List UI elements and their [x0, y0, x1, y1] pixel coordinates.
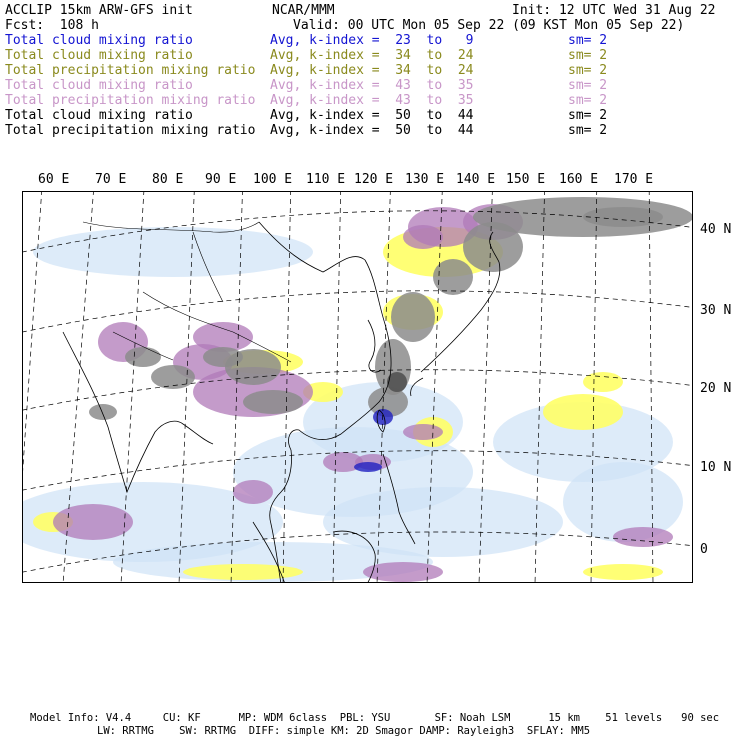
- map-panel: [22, 191, 693, 583]
- latitude-label: 30 N: [700, 303, 732, 318]
- legend-field-name: Total precipitation mixing ratio: [5, 123, 256, 138]
- legend-smoothing: sm= 2: [568, 78, 608, 93]
- field-patch: [391, 292, 435, 342]
- field-patch: [403, 225, 443, 249]
- forecast-map: [23, 192, 693, 583]
- field-patch: [243, 390, 303, 414]
- legend-field-name: Total cloud mixing ratio: [5, 108, 193, 123]
- forecast-hour: Fcst: 108 h: [5, 18, 99, 33]
- legend-k-index: Avg, k-index = 50 to 44: [270, 108, 474, 123]
- field-patch: [89, 404, 117, 420]
- legend-field-name: Total cloud mixing ratio: [5, 78, 193, 93]
- model-info-line1: Model Info: V4.4 CU: KF MP: WDM 6class PBL: YSU SF: Noah LSM 15 km 51 levels 90 sec: [30, 712, 720, 724]
- field-patch: [583, 207, 663, 227]
- legend-field-name: Total precipitation mixing ratio: [5, 63, 256, 78]
- field-patch: [53, 504, 133, 540]
- model-info-line2: LW: RRTMG SW: RRTMG DIFF: simple KM: 2D Smagor DAMP: Rayleigh3 SFLAY: MM5: [97, 725, 591, 737]
- longitude-label: 90 E: [205, 172, 237, 187]
- legend-smoothing: sm= 2: [568, 33, 608, 48]
- latitude-label: 40 N: [700, 222, 732, 237]
- field-patch: [125, 347, 161, 367]
- longitude-label: 110 E: [306, 172, 346, 187]
- longitude-label: 80 E: [152, 172, 184, 187]
- org-label: NCAR/MMM: [272, 3, 335, 18]
- valid-time: Valid: 00 UTC Mon 05 Sep 22 (09 KST Mon 05 Sep 22): [293, 18, 685, 33]
- field-patch: [203, 347, 243, 367]
- field-patch: [183, 564, 303, 580]
- legend-k-index: Avg, k-index = 34 to 24: [270, 48, 474, 63]
- legend-k-index: Avg, k-index = 43 to 35: [270, 78, 474, 93]
- latitude-label: 20 N: [700, 381, 732, 396]
- longitude-label: 120 E: [354, 172, 394, 187]
- field-patch: [433, 259, 473, 295]
- init-time: Init: 12 UTC Wed 31 Aug 22: [512, 3, 716, 18]
- latitude-label: 0: [700, 542, 708, 557]
- field-patch: [233, 480, 273, 504]
- model-title: ACCLIP 15km ARW-GFS init: [5, 3, 193, 18]
- longitude-label: 60 E: [38, 172, 70, 187]
- field-patch: [583, 564, 663, 580]
- legend-field-name: Total precipitation mixing ratio: [5, 93, 256, 108]
- longitude-label: 140 E: [456, 172, 496, 187]
- field-patch: [583, 372, 623, 392]
- legend-k-index: Avg, k-index = 43 to 35: [270, 93, 474, 108]
- longitude-label: 160 E: [559, 172, 599, 187]
- legend-k-index: Avg, k-index = 23 to 9: [270, 33, 474, 48]
- field-patch: [543, 394, 623, 430]
- field-patch: [354, 462, 382, 472]
- legend-field-name: Total cloud mixing ratio: [5, 33, 193, 48]
- longitude-label: 100 E: [253, 172, 293, 187]
- longitude-label: 150 E: [506, 172, 546, 187]
- field-patch: [403, 424, 443, 440]
- longitude-label: 70 E: [95, 172, 127, 187]
- hydrometeor-fields: [23, 197, 693, 582]
- legend-smoothing: sm= 2: [568, 48, 608, 63]
- legend-smoothing: sm= 2: [568, 108, 608, 123]
- latitude-label: 10 N: [700, 460, 732, 475]
- field-patch: [363, 562, 443, 582]
- legend-k-index: Avg, k-index = 34 to 24: [270, 63, 474, 78]
- field-patch: [463, 222, 523, 272]
- legend-smoothing: sm= 2: [568, 63, 608, 78]
- longitude-label: 170 E: [614, 172, 654, 187]
- field-patch: [613, 527, 673, 547]
- legend-smoothing: sm= 2: [568, 93, 608, 108]
- longitude-label: 130 E: [405, 172, 445, 187]
- legend-k-index: Avg, k-index = 50 to 44: [270, 123, 474, 138]
- legend-field-name: Total cloud mixing ratio: [5, 48, 193, 63]
- legend-smoothing: sm= 2: [568, 123, 608, 138]
